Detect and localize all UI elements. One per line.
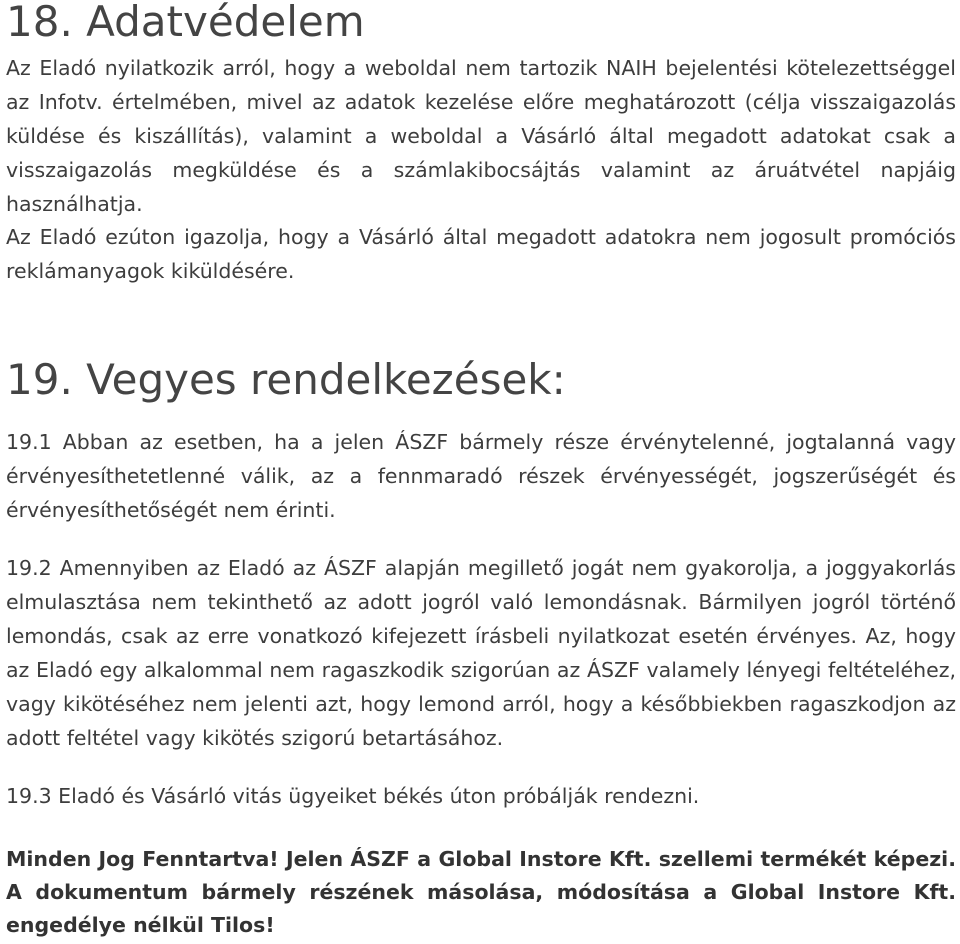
section-18-heading: 18. Adatvédelem [6, 0, 365, 46]
section-18-paragraph-1: Az Eladó nyilatkozik arról, hogy a weboldal nem tartozik NAIH bejelentési kötelezettséggel az Infotv. értelmében, mivel az adatok kezelése előre meghatározott (célja visszaigazolás küldése és kiszállítás), valamint a weboldal a Vásárló által megadott adatokat csak a visszaigazolás megküldése és a számlakibocsájtás valamint az áruátvétel napjáig használhatja. [6, 56, 956, 216]
section-19-2-paragraph: 19.2 Amennyiben az Eladó az ÁSZF alapján megillető jogát nem gyakorolja, a joggyakorlás elmulasztása nem tekinthető az adott jogról való lemondásnak. Bármilyen jogról történő lemondás, csak az erre vonatkozó kifejezett írásbeli nyilatkozat esetén érvényes. Az, hogy az Eladó egy alkalommal nem ragaszkodik szigorúan az ÁSZF valamely lényegi feltételéhez, vagy kikötéséhez nem jelenti azt, hogy lemond arról, hogy a későbbiekben ragaszkodjon az adott feltétel vagy kikötés szigorú betartásához. [6, 556, 956, 750]
section-18-paragraph-2: Az Eladó ezúton igazolja, hogy a Vásárló által megadott adatokra nem jogosult promóciós reklámanyagok kiküldésére. [6, 225, 956, 283]
section-19-3-paragraph: 19.3 Eladó és Vásárló vitás ügyeiket békés úton próbálják rendezni. [6, 784, 700, 808]
section-19-1-paragraph: 19.1 Abban az esetben, ha a jelen ÁSZF bármely része érvénytelenné, jogtalanná vagy érvényesíthetetlenné válik, az a fennmaradó részek érvényességét, jogszerűségét és érvényesíthetőségét nem érinti. [6, 430, 956, 522]
section-19-heading: 19. Vegyes rendelkezések: [6, 355, 566, 404]
copyright-notice: Minden Jog Fenntartva! Jelen ÁSZF a Global Instore Kft. szellemi termékét képezi. A dokumentum bármely részének másolása, módosítása a Global Instore Kft. engedélye nélkül Tilos! [6, 847, 956, 937]
